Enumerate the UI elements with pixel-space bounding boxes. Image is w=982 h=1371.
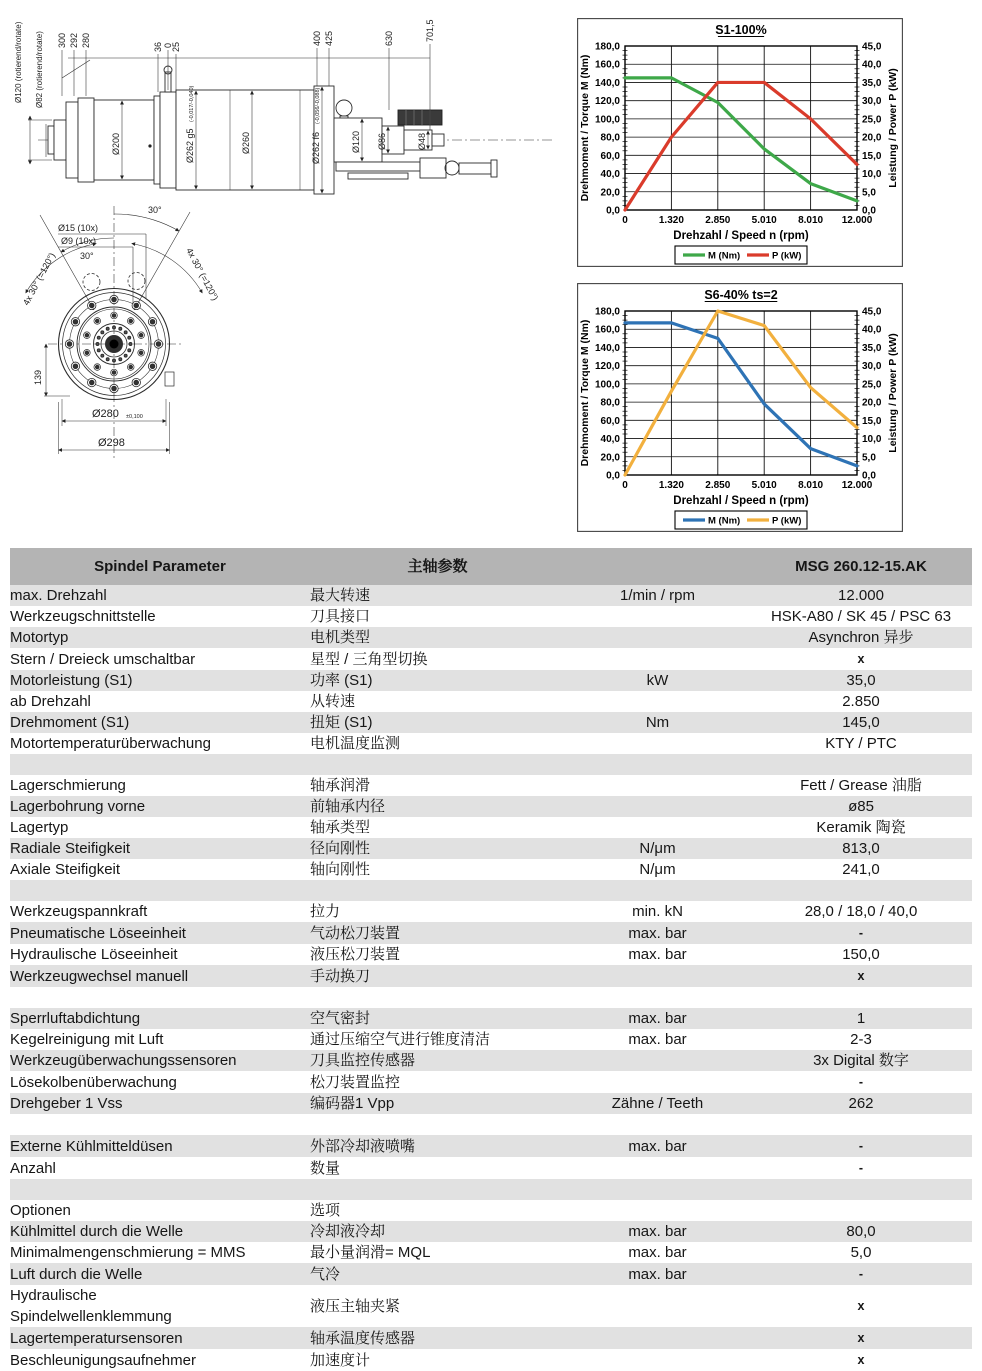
svg-text:280: 280	[81, 32, 91, 48]
svg-text:60,0: 60,0	[600, 415, 620, 427]
svg-text:Drehzahl / Speed n (rpm): Drehzahl / Speed n (rpm)	[673, 495, 809, 507]
chart-s6-40	[577, 283, 903, 532]
svg-text:35,0: 35,0	[862, 77, 882, 89]
svg-text:M (Nm): M (Nm)	[708, 515, 741, 527]
svg-text:Ø86: Ø86	[377, 132, 387, 150]
svg-text:Leistung / Power P (kW): Leistung / Power P (kW)	[887, 333, 899, 453]
spindle-parameter-table	[10, 548, 972, 1371]
svg-text:20,0: 20,0	[600, 187, 620, 199]
table-row: Luft durch die Welle 气冷 max. bar -	[10, 1263, 972, 1285]
table-row: Sperrluftabdichtung 空气密封 max. bar 1	[10, 1008, 972, 1029]
svg-text:0,0: 0,0	[606, 205, 620, 217]
svg-text:425: 425	[324, 30, 334, 46]
header-model: MSG 260.12-15.AK	[750, 548, 972, 585]
svg-text:(-0,017/-0,040): (-0,017/-0,040)	[189, 85, 195, 122]
table-header-row	[10, 548, 972, 585]
svg-text:Ø15 (10x): Ø15 (10x)	[58, 223, 99, 233]
table-row: Werkzeugwechsel manuell 手动换刀 x	[10, 965, 972, 987]
svg-text:Ø262 g5: Ø262 g5	[185, 128, 195, 163]
table-row: Lösekolbenüberwachung 松刀装置监控 -	[10, 1073, 864, 1091]
svg-text:100,0: 100,0	[594, 114, 620, 126]
svg-text:Drehzahl / Speed n (rpm): Drehzahl / Speed n (rpm)	[673, 230, 809, 242]
technical-drawing	[0, 0, 575, 548]
svg-text:20,0: 20,0	[600, 452, 620, 464]
table-row: Radiale Steifigkeit 径向刚性 N/μm 813,0	[10, 838, 972, 859]
svg-text:60,0: 60,0	[600, 150, 620, 162]
svg-text:100,0: 100,0	[594, 379, 620, 391]
svg-text:180,0: 180,0	[594, 41, 620, 53]
svg-text:M (Nm): M (Nm)	[708, 250, 741, 262]
svg-text:Ø260: Ø260	[241, 131, 251, 154]
svg-text:0: 0	[622, 480, 628, 491]
table-row: Lagerbohrung vorne 前轴承内径 ø85	[10, 796, 972, 817]
svg-text:139: 139	[33, 369, 43, 385]
svg-text:120,0: 120,0	[594, 361, 620, 373]
svg-text:5.010: 5.010	[751, 215, 777, 226]
table-row: Motortyp 电机类型 Asynchron 异步	[10, 627, 972, 648]
svg-text:5,0: 5,0	[862, 452, 876, 464]
table-row: ab Drehzahl 从转速 2.850	[10, 693, 880, 710]
svg-text:25,0: 25,0	[862, 379, 882, 391]
svg-text:0,0: 0,0	[862, 205, 876, 217]
table-spacer-row	[10, 880, 972, 901]
table-row: Drehgeber 1 Vss 编码器1 Vpp Zähne / Teeth 262	[10, 1093, 972, 1114]
svg-text:36: 36	[153, 41, 163, 52]
svg-text:15,0: 15,0	[862, 150, 882, 162]
table-row: Stern / Dreieck umschaltbar 星型 / 三角型切换 x	[10, 650, 865, 668]
svg-text:1.320: 1.320	[658, 480, 684, 491]
svg-text:2.850: 2.850	[705, 480, 731, 491]
svg-text:140,0: 140,0	[594, 342, 620, 354]
table-row: Optionen 选项	[10, 1202, 341, 1219]
svg-text:0,0: 0,0	[606, 470, 620, 482]
svg-text:20,0: 20,0	[862, 132, 882, 144]
svg-text:Ø200: Ø200	[111, 132, 121, 155]
svg-text:Ø280: Ø280	[92, 408, 119, 420]
svg-text:35,0: 35,0	[862, 342, 882, 354]
svg-text:80,0: 80,0	[600, 132, 620, 144]
table-row: Werkzeugschnittstelle 刀具接口 HSK-A80 / SK 45 / PSC 63	[10, 608, 952, 625]
svg-text:P (kW): P (kW)	[772, 250, 802, 262]
table-row: Lagertyp 轴承类型 Keramik 陶瓷	[10, 819, 906, 836]
svg-text:Leistung / Power P (kW): Leistung / Power P (kW)	[887, 68, 899, 188]
table-row: Lagertemperatursensoren 轴承温度传感器 x	[10, 1327, 972, 1349]
svg-text:30°: 30°	[148, 205, 162, 215]
svg-text:12.000: 12.000	[841, 480, 873, 491]
svg-text:30°: 30°	[80, 251, 94, 261]
table-row: Hydraulische Spindelwellenklemmung 液压主轴夹紧 x	[10, 1287, 865, 1325]
table-spacer-row	[10, 1114, 972, 1135]
svg-text:4x 30° (=120°): 4x 30° (=120°)	[20, 251, 57, 307]
svg-text:45,0: 45,0	[862, 41, 882, 53]
header-title-de: Spindel Parameter	[10, 548, 310, 585]
table-row: Werkzeugspannkraft 拉力 min. kN 28,0 / 18,0 / 40,0	[10, 903, 918, 920]
table-spacer-row	[10, 1179, 972, 1200]
svg-text:(-0,056/-0,088): (-0,056/-0,088)	[315, 87, 321, 124]
header-title-cn: 主轴参数	[310, 548, 565, 585]
svg-text:630: 630	[384, 30, 394, 46]
svg-text:Ø298: Ø298	[98, 437, 125, 449]
svg-text:40,0: 40,0	[600, 434, 620, 446]
header-unit-col	[565, 548, 750, 585]
table-row: max. Drehzahl 最大转速 1/min / rpm 12.000	[10, 585, 972, 606]
svg-text:180,0: 180,0	[594, 306, 620, 318]
svg-text:30,0: 30,0	[862, 361, 882, 373]
svg-text:1.320: 1.320	[658, 215, 684, 226]
svg-text:Drehmoment / Torque M (Nm): Drehmoment / Torque M (Nm)	[579, 319, 591, 467]
svg-text:P (kW): P (kW)	[772, 515, 802, 527]
table-row: Anzahl 数量 -	[10, 1159, 864, 1177]
svg-text:Drehmoment / Torque M (Nm): Drehmoment / Torque M (Nm)	[579, 54, 591, 202]
svg-text:40,0: 40,0	[600, 169, 620, 181]
svg-text:2.850: 2.850	[705, 215, 731, 226]
svg-text:45,0: 45,0	[862, 306, 882, 318]
svg-text:Ø9 (10x): Ø9 (10x)	[61, 236, 97, 246]
svg-text:140,0: 140,0	[594, 77, 620, 89]
svg-text:160,0: 160,0	[594, 324, 620, 336]
svg-text:S1-100%: S1-100%	[715, 23, 767, 37]
svg-text:10,0: 10,0	[862, 434, 882, 446]
svg-text:0: 0	[163, 42, 173, 48]
front-view	[26, 206, 203, 458]
table-row: Motortemperaturüberwachung 电机温度监测 KTY / PTC	[10, 735, 897, 752]
table-row: Motorleistung (S1) 功率 (S1) kW 35,0	[10, 670, 972, 691]
svg-text:8.010: 8.010	[798, 215, 824, 226]
svg-text:20,0: 20,0	[862, 397, 882, 409]
svg-text:40,0: 40,0	[862, 59, 882, 71]
svg-text:8.010: 8.010	[798, 480, 824, 491]
svg-text:80,0: 80,0	[600, 397, 620, 409]
table-row: Lagerschmierung 轴承润滑 Fett / Grease 油脂	[10, 777, 922, 794]
svg-text:Ø48: Ø48	[417, 132, 427, 150]
table-row: Kegelreinigung mit Luft 通过压缩空气进行锥度清洁 max. bar 2-3	[10, 1031, 872, 1048]
svg-text:25,0: 25,0	[862, 114, 882, 126]
table-row: Beschleunigungsaufnehmer 加速度计 x	[10, 1351, 865, 1369]
table-row: Minimalmengenschmierung = MMS 最小量润滑= MQL max. bar 5,0	[10, 1244, 872, 1261]
svg-text:±0,100: ±0,100	[126, 414, 143, 420]
side-view	[28, 41, 552, 194]
table-row: Hydraulische Löseeinheit 液压松刀装置 max. bar 150,0	[10, 946, 880, 963]
svg-text:Ø120: Ø120	[351, 130, 361, 153]
table-row: Drehmoment (S1) 扭矩 (S1) Nm 145,0	[10, 712, 972, 733]
svg-text:300: 300	[57, 32, 67, 48]
svg-text:120,0: 120,0	[594, 96, 620, 108]
svg-text:10,0: 10,0	[862, 169, 882, 181]
svg-text:Ø82 (rotierend/rotate): Ø82 (rotierend/rotate)	[35, 31, 44, 108]
svg-text:40,0: 40,0	[862, 324, 882, 336]
svg-text:400: 400	[312, 30, 322, 46]
svg-text:Ø262 f6: Ø262 f6	[311, 131, 321, 164]
table-row: Externe Kühlmitteldüsen 外部冷却液喷嘴 max. bar -	[10, 1135, 972, 1157]
chart-s1-100	[577, 18, 903, 267]
table-spacer-row	[10, 754, 972, 775]
svg-text:Ø120 (rotierend/rotate): Ø120 (rotierend/rotate)	[14, 21, 23, 103]
table-row: Axiale Steifigkeit 轴向刚性 N/μm 241,0	[10, 861, 880, 878]
svg-text:S6-40% ts=2: S6-40% ts=2	[704, 288, 778, 302]
svg-text:25: 25	[171, 41, 181, 52]
svg-text:292: 292	[69, 32, 79, 48]
svg-text:12.000: 12.000	[841, 215, 873, 226]
svg-text:5.010: 5.010	[751, 480, 777, 491]
svg-text:30,0: 30,0	[862, 96, 882, 108]
table-row: Pneumatische Löseeinheit 气动松刀装置 max. bar -	[10, 922, 972, 944]
svg-text:160,0: 160,0	[594, 59, 620, 71]
svg-text:5,0: 5,0	[862, 187, 876, 199]
svg-text:0: 0	[622, 215, 628, 226]
svg-text:15,0: 15,0	[862, 415, 882, 427]
table-row: Werkzeugüberwachungssensoren 刀具监控传感器 3x Digital 数字	[10, 1050, 972, 1071]
table-row: Kühlmittel durch die Welle 冷却液冷却 max. bar 80,0	[10, 1221, 972, 1242]
svg-text:0,0: 0,0	[862, 470, 876, 482]
table-spacer-row	[10, 987, 972, 1008]
svg-text:4x 30° (=120°): 4x 30° (=120°)	[184, 246, 221, 303]
svg-text:701,5: 701,5	[425, 19, 435, 42]
param-table-body	[10, 585, 972, 1371]
